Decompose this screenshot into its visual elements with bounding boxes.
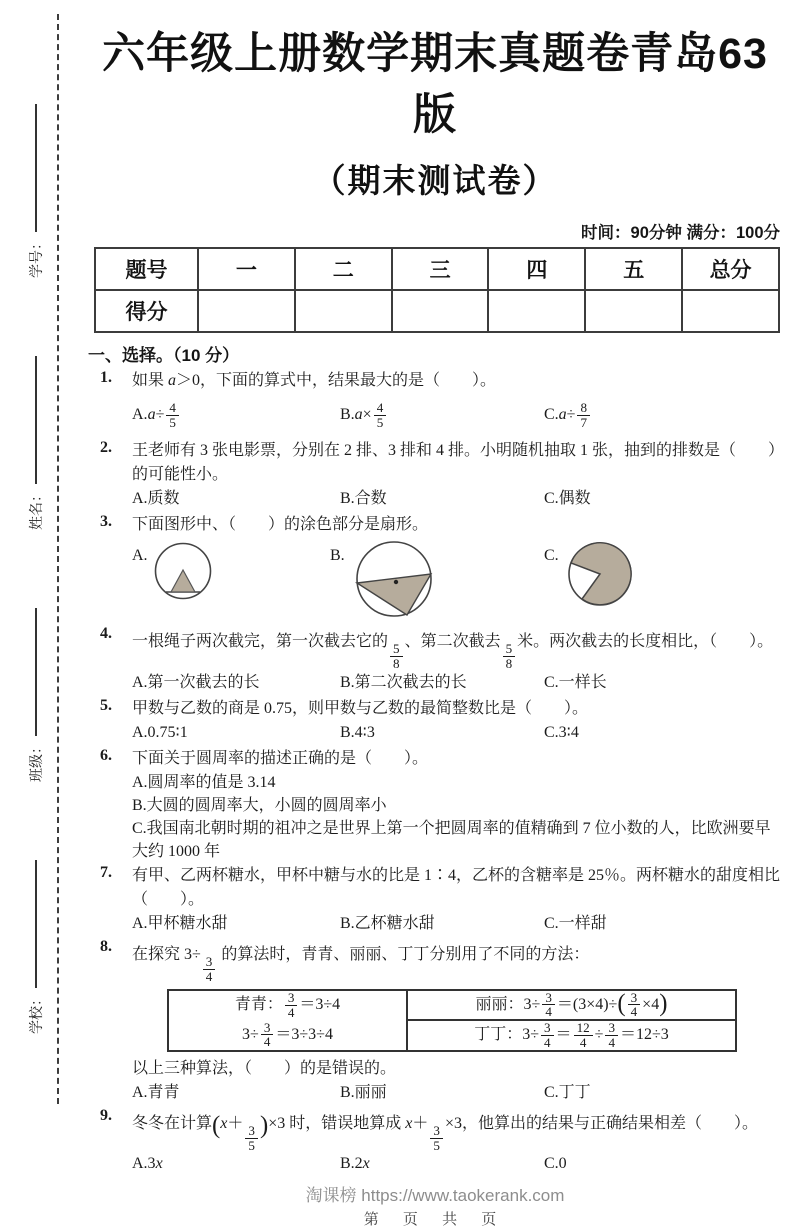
score-table-score-row xyxy=(95,290,779,332)
option-b: B.第二次截去的长 xyxy=(340,673,467,691)
footer-brand-link: 淘课榜 https://www.taokerank.com xyxy=(305,1186,565,1206)
option-c: C.0 xyxy=(544,1155,567,1173)
options-row xyxy=(132,1153,782,1175)
options-row xyxy=(132,722,782,744)
question-2 xyxy=(100,439,782,512)
figure-options-row xyxy=(132,540,782,620)
gutter-item-class xyxy=(26,608,46,782)
question-stem: 下面关于圆周率的描述正确的是（ ）。 xyxy=(132,749,429,767)
method-qingqing-line2: 3÷ $\frac{3}{4}$ ＝3÷3÷4 xyxy=(242,1019,333,1050)
option-b: B.合数 xyxy=(340,490,387,507)
gutter-item-student-no xyxy=(26,104,46,278)
gutter-item-school xyxy=(26,860,46,1034)
figure-label: B. xyxy=(330,547,345,564)
methods-table xyxy=(167,989,737,1052)
time-score-info: 时间：90分钟 满分：100分 xyxy=(581,224,780,242)
score-header-cell: 二 xyxy=(295,248,392,290)
question-number: 7. xyxy=(100,863,112,881)
score-blank-cell xyxy=(295,290,392,332)
option-a: A. a ÷ $\frac{4}{5}$ xyxy=(132,401,340,430)
question-5 xyxy=(100,697,782,746)
question-stem: 王老师有 3 张电影票，分别在 2 排、3 排和 4 排。小明随机抽取 1 张，抽到的排数是（ ）的可能性小。 xyxy=(132,442,777,483)
score-header-cell: 五 xyxy=(585,248,682,290)
question-9 xyxy=(100,1107,782,1178)
question-4 xyxy=(100,625,782,696)
option-b: B.乙杯糖水甜 xyxy=(340,914,435,932)
gutter-label-name: 姓名： xyxy=(28,488,44,530)
figure-option-a xyxy=(132,540,212,604)
option-b: B.4∶3 xyxy=(340,723,375,741)
gutter-blank-line xyxy=(35,608,37,736)
question-number: 2. xyxy=(100,439,112,456)
options-row xyxy=(132,488,782,510)
option-b: B.丽丽 xyxy=(340,1083,387,1101)
gutter-label-school: 学校： xyxy=(28,992,44,1034)
option-a: A.3x xyxy=(132,1155,163,1173)
page-title: 六年级上册数学期末真题卷青岛63版 xyxy=(102,30,768,139)
score-blank-cell xyxy=(198,290,295,332)
gutter-label-class: 班级： xyxy=(28,740,44,782)
question-number: 6. xyxy=(100,746,112,764)
score-blank-cell xyxy=(585,290,682,332)
option-b: B.大圆的圆周率大，小圆的圆周率小 xyxy=(132,796,387,814)
question-number: 1. xyxy=(100,369,112,386)
question-number: 9. xyxy=(100,1106,112,1124)
option-a: A.甲杯糖水甜 xyxy=(132,914,228,932)
option-a: A.青青 xyxy=(132,1083,180,1101)
option-b: B. a × $\frac{4}{5}$ xyxy=(340,401,544,430)
option-c: C. a ÷ $\frac{8}{7}$ xyxy=(544,401,592,430)
score-header-cell: 四 xyxy=(488,248,585,290)
gutter-blank-line xyxy=(35,860,37,988)
exam-page xyxy=(88,0,782,1229)
gutter-label-student-no: 学号： xyxy=(28,236,44,278)
question-stem: 一根绳子两次截完，第一次截去它的 $\frac{5}{8}$ 、第二次截去 $\frac{5}{8}$ 米。两次截去的长度相比，（ ）。 xyxy=(132,633,774,671)
method-lili-cell: 丽丽：3÷ $\frac{3}{4}$ ＝(3×4)÷ ( $\frac{3}{4}$ ×4 ) xyxy=(408,991,735,1022)
methods-right-column xyxy=(408,991,735,1050)
option-a: A.质数 xyxy=(132,490,180,507)
question-1 xyxy=(100,369,782,438)
question-stem: 在探究 3÷ $\frac{3}{4}$ 的算法时，青青、丽丽、丁丁分别用了不同的方法： xyxy=(132,945,590,984)
binding-gutter xyxy=(14,82,58,1034)
options-row xyxy=(132,394,782,436)
figure-label: C. xyxy=(544,547,559,564)
score-table-header-row xyxy=(95,248,779,290)
score-blank-cell xyxy=(392,290,489,332)
section-heading: 一、选择。（10 分） xyxy=(88,346,240,365)
option-c: C.一样长 xyxy=(544,673,607,691)
score-blank-cell xyxy=(682,290,779,332)
question-stem: 甲数与乙数的商是 0.75，则甲数与乙数的最简整数比是（ ）。 xyxy=(132,699,589,717)
question-6 xyxy=(100,747,782,863)
circle-sector-figure-icon xyxy=(566,540,634,608)
question-8 xyxy=(100,938,782,1106)
option-c: C.偶数 xyxy=(544,490,591,507)
score-table xyxy=(94,247,780,333)
question-number: 8. xyxy=(100,937,112,955)
question-number: 5. xyxy=(100,696,112,714)
score-header-cell: 三 xyxy=(392,248,489,290)
gutter-blank-line xyxy=(35,104,37,232)
score-header-cell: 题号 xyxy=(95,248,198,290)
method-qingqing-cell xyxy=(169,991,408,1050)
option-a: A.第一次截去的长 xyxy=(132,673,260,691)
question-stem: 有甲、乙两杯糖水，甲杯中糖与水的比是 1∶4，乙杯的含糖率是 25％。两杯糖水的甜度相比（ ）。 xyxy=(132,866,781,908)
options-row xyxy=(132,913,782,935)
option-a: A.0.75∶1 xyxy=(132,723,188,741)
circle-chord-triangle-figure-icon xyxy=(352,540,436,618)
question-number: 4. xyxy=(100,625,112,642)
options-row xyxy=(132,672,782,694)
footer-page-number: 第 页 共 页 xyxy=(363,1211,507,1229)
circle-triangle-figure-icon xyxy=(154,540,212,604)
figure-option-b xyxy=(330,540,436,618)
question-number: 3. xyxy=(100,513,112,530)
question-3 xyxy=(100,513,782,624)
method-qingqing-line1: 青青： $\frac{3}{4}$ ＝3÷4 xyxy=(234,990,341,1020)
option-b: B.2x xyxy=(340,1155,370,1173)
score-header-cell: 一 xyxy=(198,248,295,290)
question-stem: 下面图形中、（ ）的涂色部分是扇形。 xyxy=(132,516,429,533)
option-c: C.丁丁 xyxy=(544,1083,591,1101)
option-a: A.圆周率的值是 3.14 xyxy=(132,773,276,791)
gutter-item-name xyxy=(26,356,46,530)
page-subtitle: （期末测试卷） xyxy=(312,162,558,199)
question-followup: 以上三种算法，（ ）的是错误的。 xyxy=(132,1059,397,1077)
score-header-cell: 总分 xyxy=(682,248,779,290)
options-row xyxy=(132,1082,782,1104)
option-c: C.我国南北朝时期的祖冲之是世界上第一个把圆周率的值精确到 7 位小数的人，比欧洲要早大约 1000 年 xyxy=(132,819,771,860)
score-blank-cell xyxy=(488,290,585,332)
option-c: C.3∶4 xyxy=(544,723,579,741)
figure-label: A. xyxy=(132,547,148,564)
gutter-blank-line xyxy=(35,356,37,484)
question-7 xyxy=(100,864,782,937)
option-c: C.一样甜 xyxy=(544,914,607,932)
score-row-label: 得分 xyxy=(95,290,198,332)
question-stem: 冬冬在计算(x＋ $\frac{3}{5}$ )×3 时，错误地算成 x＋ $\frac{3}{5}$ ×3，他算出的结果与正确结果相差（ ）。 xyxy=(132,1111,758,1153)
question-stem: 如果 a＞0，下面的算式中，结果最大的是（ ）。 xyxy=(132,372,497,389)
method-dingding-cell: 丁丁：3÷ $\frac{3}{4}$ ＝ $\frac{12}{4}$ ÷ $\frac{3}{4}$ ＝12÷3 xyxy=(474,1020,669,1050)
figure-option-c xyxy=(544,540,634,608)
